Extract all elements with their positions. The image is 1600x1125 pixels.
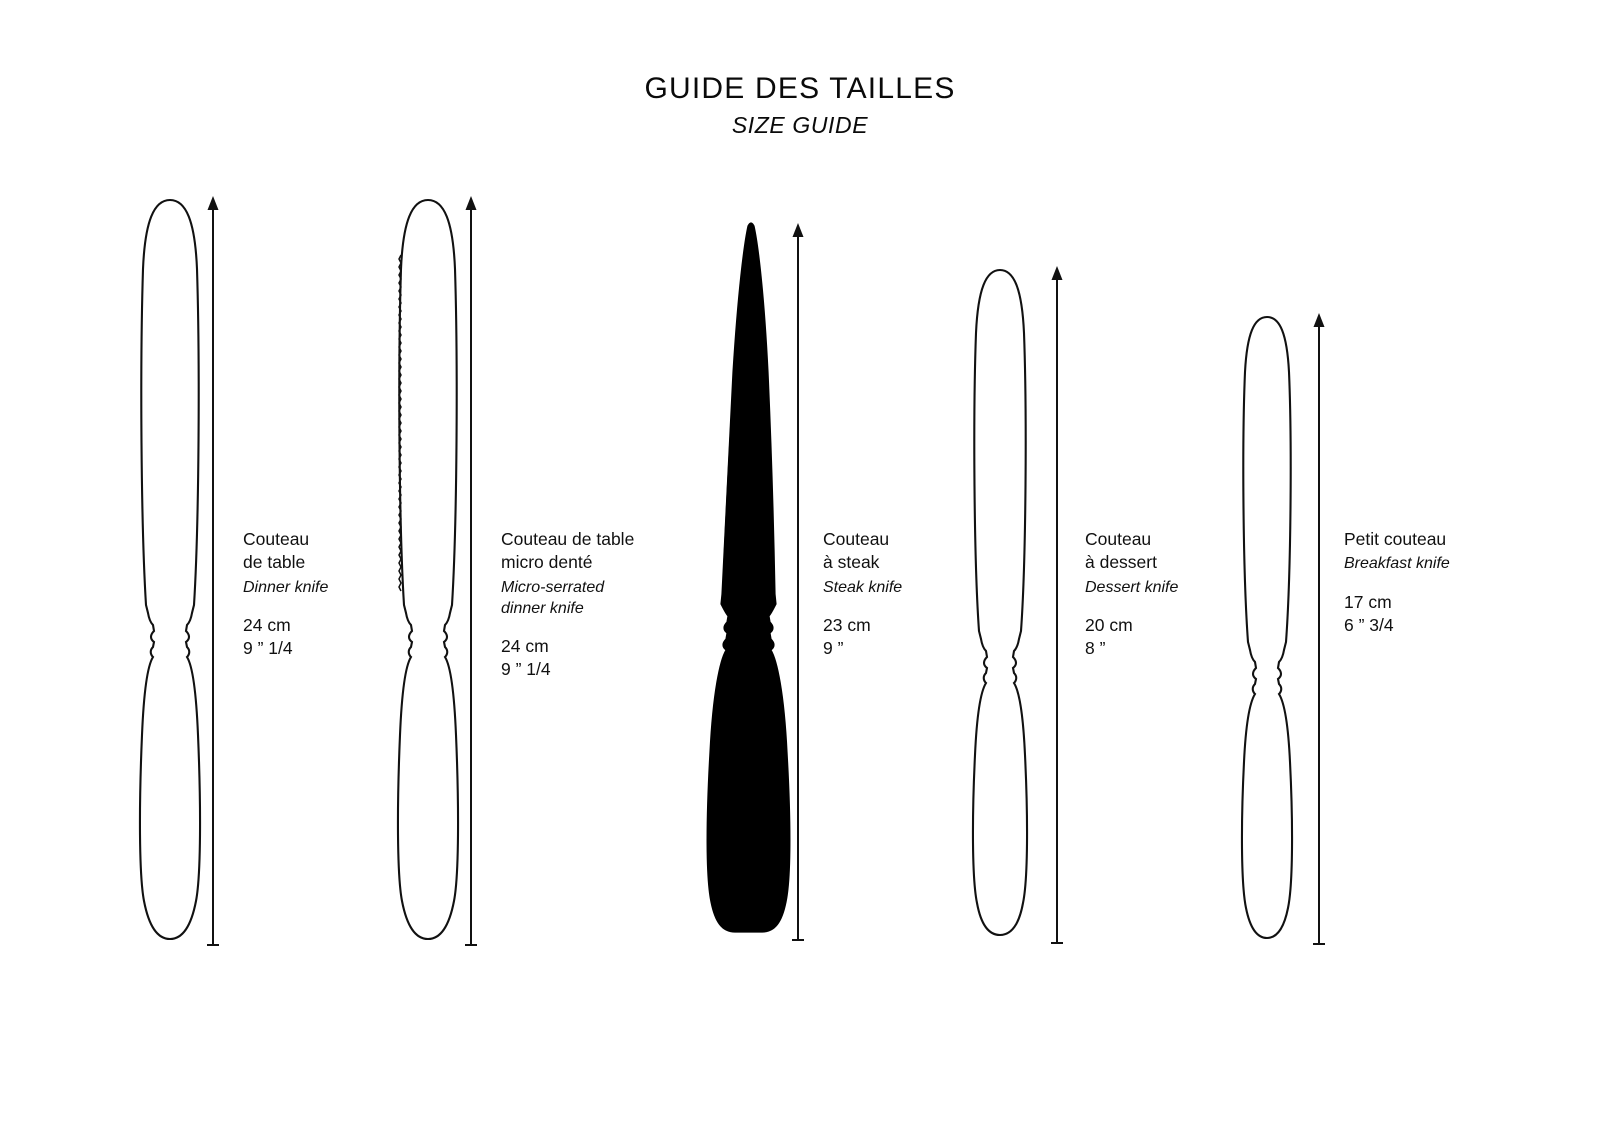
length-in: 9 ” (823, 638, 844, 659)
label-en: Dinner knife (243, 578, 329, 596)
knife-illustration-dinner-knife (120, 195, 220, 960)
label-fr-line2: micro denté (501, 552, 593, 573)
label-dimensions (501, 635, 634, 682)
measure-arrow-micro-serrated (464, 196, 478, 953)
knife-illustration-micro-serrated (378, 195, 478, 960)
label-fr-line2: à dessert (1085, 552, 1157, 573)
label-fr-line1: Couteau (823, 529, 890, 549)
page-title-en: SIZE GUIDE (731, 112, 869, 138)
page-title-fr: GUIDE DES TAILLES (644, 72, 956, 105)
label-fr-line2: de table (243, 552, 306, 573)
page-header (0, 72, 1600, 138)
knife-illustration-breakfast-knife (1222, 312, 1312, 951)
label-fr-line2: à steak (823, 552, 880, 573)
measure-arrow-breakfast-knife (1312, 313, 1326, 952)
label-dimensions (1085, 614, 1178, 661)
label-en-line2: dinner knife (501, 599, 584, 617)
length-cm: 24 cm (243, 614, 291, 635)
knife-label-micro-serrated (501, 528, 634, 682)
measure-arrow-dinner-knife (206, 196, 220, 953)
knife-label-dessert-knife (1085, 528, 1178, 660)
label-en: Dessert knife (1085, 578, 1179, 596)
measure-arrow-dessert-knife (1050, 266, 1064, 951)
label-dimensions (243, 614, 328, 661)
length-cm: 24 cm (501, 636, 549, 657)
label-en: Breakfast knife (1344, 555, 1450, 573)
label-fr-line1: Couteau (1085, 529, 1152, 549)
label-fr-line1: Petit couteau (1344, 529, 1447, 549)
length-in: 9 ” 1/4 (501, 659, 551, 680)
knife-illustration-dessert-knife (955, 265, 1045, 950)
label-dimensions (1344, 591, 1450, 638)
measure-arrow-steak-knife (791, 223, 805, 948)
label-fr-line1: Couteau (243, 529, 310, 549)
label-dimensions (823, 614, 902, 661)
length-in: 6 ” 3/4 (1344, 614, 1394, 635)
label-fr-line1: Couteau de table (501, 529, 635, 549)
label-en-line1: Micro-serrated (501, 578, 605, 596)
knife-label-dinner-knife (243, 528, 328, 660)
knife-label-steak-knife (823, 528, 902, 660)
knife-illustration-steak-knife (700, 222, 800, 947)
length-cm: 23 cm (823, 614, 871, 635)
length-in: 8 ” (1085, 638, 1106, 659)
length-in: 9 ” 1/4 (243, 638, 293, 659)
label-en: Steak knife (823, 578, 903, 596)
knife-label-breakfast-knife (1344, 528, 1450, 637)
length-cm: 20 cm (1085, 614, 1133, 635)
length-cm: 17 cm (1344, 591, 1392, 612)
